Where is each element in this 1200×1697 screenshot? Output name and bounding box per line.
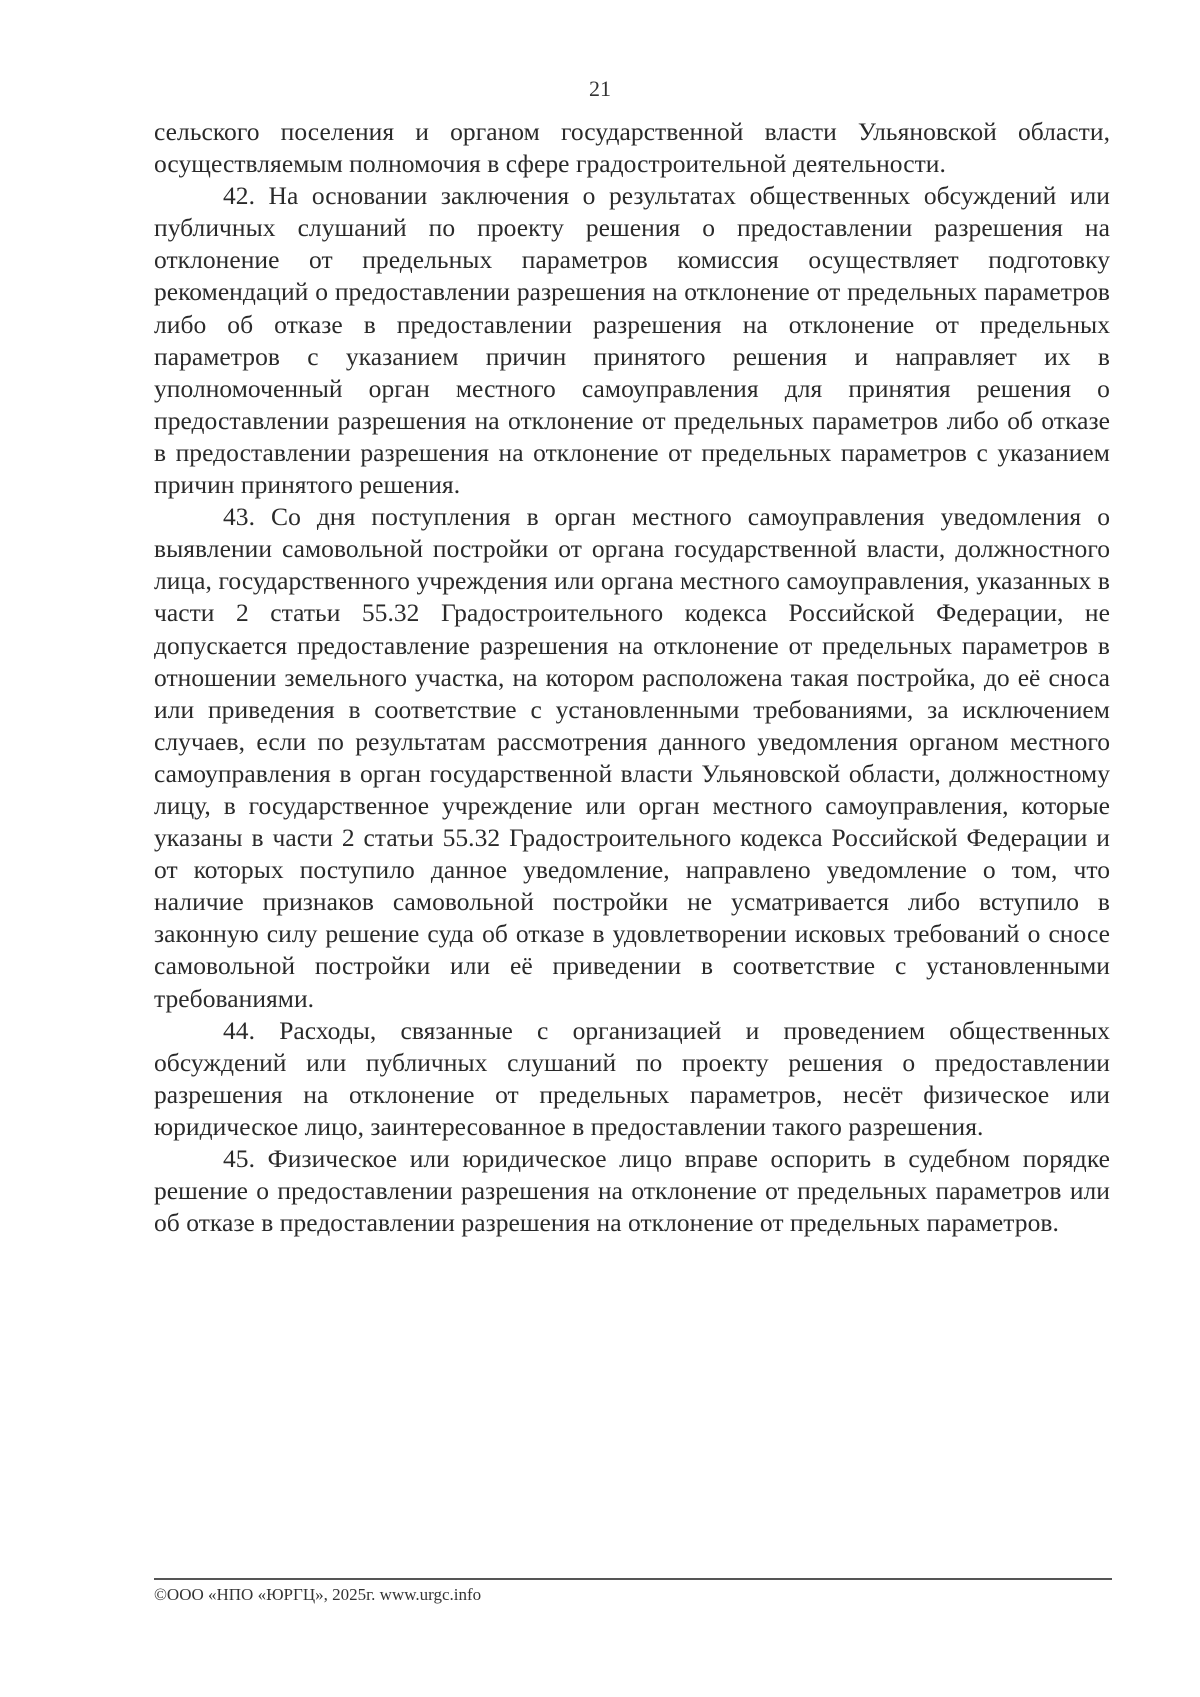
page-number: 21 <box>589 76 611 101</box>
document-body <box>154 116 1110 1239</box>
paragraph-42: 42. На основании заключения о результатах общественных обсуждений или публичных слушаний по проекту решения о предоставлении разрешения на отклонение от предельных параметров комиссия осуществляет подготовку рекомендаций о предоставлении разрешения на отклонение от предельных параметров либо об отказе в предоставлении разрешения на отклонение от предельных параметров с указанием причин принятого решения и направляет их в уполномоченный орган местного самоуправления для принятия решения о предоставлении разрешения на отклонение от предельных параметров либо об отказе в предоставлении разрешения на отклонение от предельных параметров с указанием причин принятого решения. <box>154 181 1110 500</box>
paragraph-43: 43. Со дня поступления в орган местного самоуправления уведомления о выявлении самовольной постройки от органа государственной власти, должностного лица, государственного учреждения или органа местного самоуправления, указанных в части 2 статьи 55.32 Градостроительного кодекса Российской Федерации, не допускается предоставление разрешения на отклонение от предельных параметров в отношении земельного участка, на котором расположена такая постройка, до её сноса или приведения в соответствие с установленными требованиями, за исключением случаев, если по результатам рассмотрения данного уведомления органом местного самоуправления в орган государственной власти Ульяновской области, должностному лицу, в государственное учреждение или орган местного самоуправления, которые указаны в части 2 статьи 55.32 Градостроительного кодекса Российской Федерации и от которых поступило данное уведомление, направлено уведомление о том, что наличие признаков самовольной постройки не усматривается либо вступило в законную силу решение суда об отказе в удовлетворении исковых требований о сносе самовольной постройки или её приведении в соответствие с установленными требованиями. <box>154 502 1110 1013</box>
paragraph-continuation: сельского поселения и органом государственной власти Ульяновской области, осуществляемым полномочия в сфере градостроительной деятельности. <box>154 117 1110 179</box>
footer-divider <box>154 1578 1112 1580</box>
footer-copyright: ©ООО «НПО «ЮРГЦ», 2025г. www.urgc.info <box>154 1585 482 1604</box>
paragraph-44: 44. Расходы, связанные с организацией и проведением общественных обсуждений или публичных слушаний по проекту решения о предоставлении разрешения на отклонение от предельных параметров, несёт физическое или юридическое лицо, заинтересованное в предоставлении такого разрешения. <box>154 1015 1110 1141</box>
paragraph-45: 45. Физическое или юридическое лицо вправе оспорить в судебном порядке решение о предоставлении разрешения на отклонение от предельных параметров или об отказе в предоставлении разрешения на отклонение от предельных параметров. <box>154 1144 1110 1238</box>
